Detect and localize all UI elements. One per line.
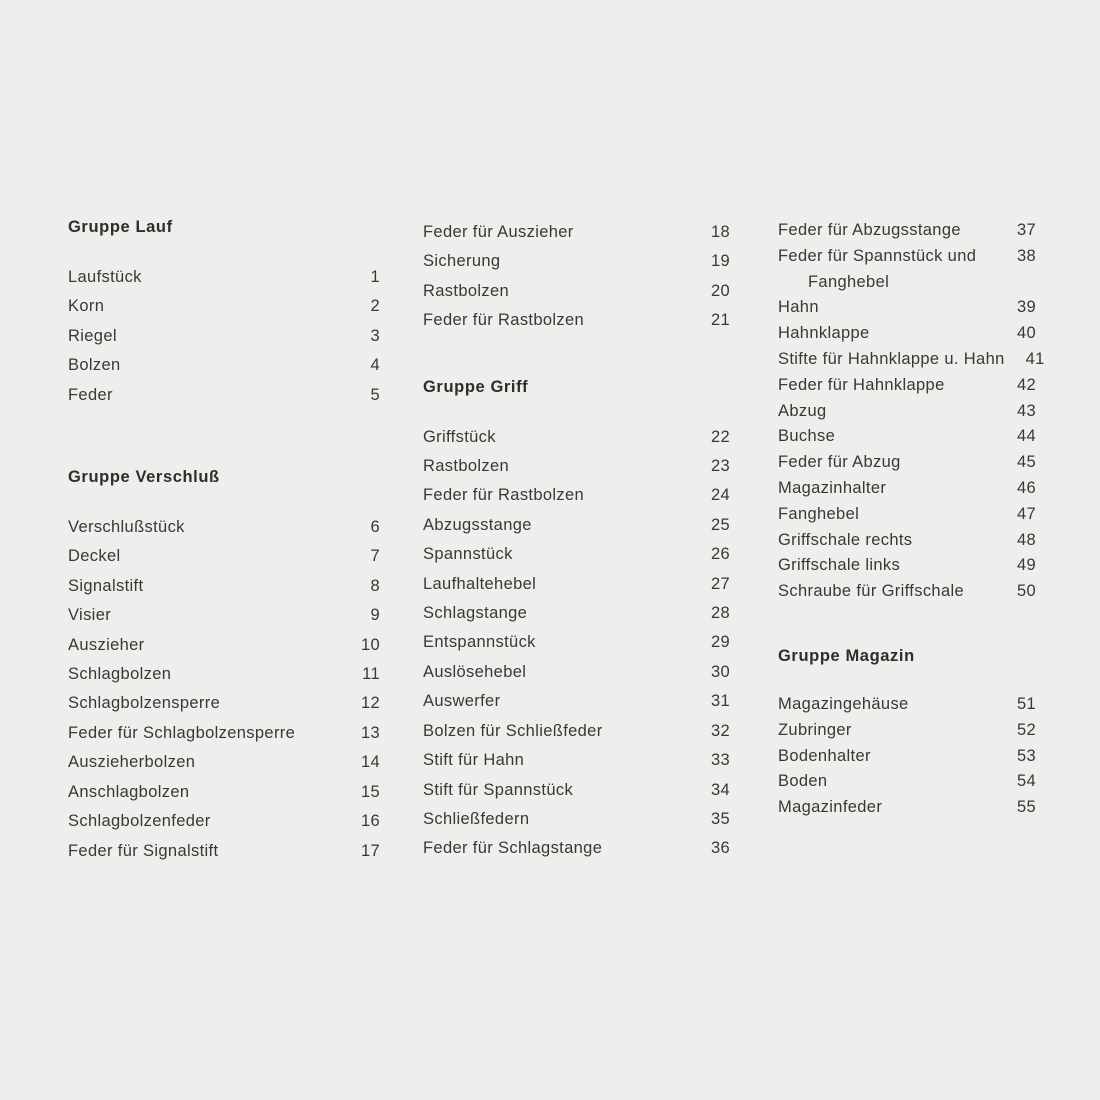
part-name: Bolzen für Schließfeder	[423, 721, 603, 740]
spacer	[778, 605, 1040, 647]
part-name: Stift für Hahn	[423, 751, 525, 770]
list-item	[423, 628, 730, 657]
list-item	[778, 399, 1036, 425]
part-number: 8	[370, 576, 380, 595]
part-number: 54	[1016, 772, 1036, 791]
part-number: 43	[1016, 401, 1036, 420]
part-number: 14	[360, 753, 380, 772]
list-item	[778, 795, 1036, 821]
part-name: Magazinhalter	[778, 478, 887, 497]
list-item	[68, 351, 380, 380]
part-name-line2: Fanghebel	[808, 272, 890, 291]
part-number: 10	[360, 635, 380, 654]
part-number: 46	[1016, 478, 1036, 497]
part-number: 21	[710, 311, 730, 330]
list-item	[778, 476, 1036, 502]
list-item	[68, 542, 380, 571]
part-number: 34	[710, 780, 730, 799]
part-name: Zubringer	[778, 720, 852, 739]
part-name: Auszieher	[68, 635, 145, 654]
entry-list	[423, 423, 730, 864]
list-item	[423, 776, 730, 805]
list-item	[423, 247, 730, 276]
list-item	[68, 807, 380, 836]
part-name: Schließfedern	[423, 809, 530, 828]
group-gruppe-magazin	[778, 647, 1040, 821]
list-item	[423, 717, 730, 746]
part-name: Feder für Signalstift	[68, 841, 219, 860]
list-item	[68, 837, 380, 866]
entry-list	[68, 513, 380, 866]
list-item	[68, 660, 380, 689]
list-item	[778, 718, 1036, 744]
part-number: 1	[370, 268, 380, 286]
part-name: Korn	[68, 297, 105, 316]
part-number: 44	[1016, 427, 1036, 446]
list-item	[778, 450, 1036, 476]
list-item	[423, 746, 730, 775]
group-gruppe-griff	[423, 378, 778, 864]
part-number: 7	[370, 547, 380, 566]
part-name: Feder für Hahnklappe	[778, 375, 945, 394]
list-item	[778, 528, 1036, 554]
part-name: Auszieherbolzen	[68, 753, 196, 772]
group-title: Gruppe Magazin	[778, 646, 915, 665]
part-number: 51	[1016, 694, 1036, 713]
entry-list	[423, 218, 730, 336]
part-name: Visier	[68, 606, 112, 625]
part-name: Schraube für Griffschale	[778, 582, 965, 601]
list-item	[68, 263, 380, 292]
list-item	[778, 553, 1036, 579]
part-name: Griffschale links	[778, 556, 901, 575]
list-item	[423, 687, 730, 716]
list-item	[423, 805, 730, 834]
part-name: Rastbolzen	[423, 281, 510, 300]
part-name: Feder für Rastbolzen	[423, 486, 585, 505]
part-number: 39	[1016, 298, 1036, 317]
list-item	[68, 572, 380, 601]
part-name: Feder für Abzug	[778, 453, 901, 472]
part-name: Spannstück	[423, 545, 513, 564]
list-item	[778, 692, 1036, 718]
part-number: 40	[1016, 324, 1036, 343]
list-item	[423, 218, 730, 247]
list-item	[68, 292, 380, 321]
part-number: 50	[1016, 582, 1036, 601]
part-number: 30	[710, 662, 730, 681]
group-continued-verschluss	[423, 218, 778, 336]
part-number: 22	[710, 427, 730, 446]
part-number: 42	[1016, 375, 1036, 394]
part-number: 6	[370, 518, 380, 537]
group-continued-griff	[778, 218, 1045, 605]
part-name: Verschlußstück	[68, 518, 185, 537]
list-item	[68, 631, 380, 660]
part-number: 55	[1016, 798, 1036, 817]
list-item	[423, 599, 730, 628]
part-name: Sicherung	[423, 252, 501, 271]
part-name: Rastbolzen	[423, 457, 510, 476]
part-number: 32	[710, 721, 730, 740]
part-number: 25	[710, 515, 730, 534]
part-name: Magazingehäuse	[778, 694, 909, 713]
part-number: 26	[710, 545, 730, 564]
part-number: 24	[710, 486, 730, 505]
parts-list-columns	[68, 218, 1045, 866]
entry-list	[778, 692, 1036, 821]
group-gruppe-lauf	[68, 218, 423, 410]
part-number: 19	[710, 252, 730, 271]
list-item	[68, 689, 380, 718]
part-name: Bolzen	[68, 356, 121, 375]
part-name: Laufstück	[68, 268, 142, 286]
part-number: 47	[1016, 504, 1036, 523]
list-item	[68, 778, 380, 807]
list-item	[423, 306, 730, 335]
part-name: Laufhaltehebel	[423, 574, 537, 593]
part-number: 16	[360, 812, 380, 831]
list-item	[778, 769, 1036, 795]
list-item	[68, 601, 380, 630]
part-number: 33	[710, 751, 730, 770]
part-name: Feder für Auszieher	[423, 223, 574, 241]
part-name: Schlagstange	[423, 604, 528, 623]
list-item	[778, 373, 1036, 399]
part-number: 28	[710, 604, 730, 623]
list-item	[778, 502, 1036, 528]
part-name: Signalstift	[68, 576, 144, 595]
list-item	[68, 322, 380, 351]
list-item	[778, 579, 1036, 605]
parts-column-1	[68, 218, 423, 866]
list-item	[778, 424, 1036, 450]
part-number: 2	[370, 297, 380, 316]
part-number: 5	[370, 385, 380, 404]
part-name: Hahn	[778, 298, 819, 317]
list-item	[778, 295, 1036, 321]
part-number: 13	[360, 723, 380, 742]
part-name: Feder für Rastbolzen	[423, 311, 585, 330]
list-item	[423, 658, 730, 687]
part-number: 20	[710, 281, 730, 300]
part-number: 41	[1025, 349, 1045, 368]
part-number: 15	[360, 782, 380, 801]
part-number: 4	[370, 356, 380, 375]
part-name: Schlagbolzenfeder	[68, 812, 211, 831]
entry-list	[68, 263, 380, 410]
list-item	[423, 452, 730, 481]
list-item	[68, 513, 380, 542]
part-name: Entspannstück	[423, 633, 536, 652]
list-item	[68, 719, 380, 748]
part-number: 52	[1016, 720, 1036, 739]
part-number: 9	[370, 606, 380, 625]
parts-column-3	[778, 218, 1045, 821]
part-name: Boden	[778, 772, 828, 791]
part-number: 17	[360, 841, 380, 860]
part-name: Stift für Spannstück	[423, 780, 574, 799]
list-item	[423, 570, 730, 599]
part-name: Riegel	[68, 326, 117, 345]
group-title: Gruppe Griff	[423, 377, 529, 396]
part-number: 53	[1016, 746, 1036, 765]
part-name: Fanghebel	[778, 504, 860, 523]
part-name: Stifte für Hahnklappe u. Hahn	[778, 349, 1005, 368]
part-name: Abzug	[778, 401, 827, 420]
list-item	[778, 347, 1045, 373]
part-name: Griffstück	[423, 427, 496, 446]
part-number: 23	[710, 457, 730, 476]
part-number: 45	[1016, 453, 1036, 472]
part-name: Anschlagbolzen	[68, 782, 190, 801]
part-name: Bodenhalter	[778, 746, 871, 765]
part-name: Deckel	[68, 547, 121, 566]
spacer	[423, 336, 778, 378]
list-item	[778, 218, 1036, 244]
part-name: Auslösehebel	[423, 662, 527, 681]
list-item	[423, 277, 730, 306]
group-title: Gruppe Verschluß	[68, 468, 220, 487]
group-gruppe-verschluss	[68, 468, 423, 866]
list-item	[778, 244, 1036, 296]
part-number: 48	[1016, 530, 1036, 549]
list-item	[778, 744, 1036, 770]
list-item	[423, 540, 730, 569]
part-name: Feder	[68, 385, 113, 404]
list-item	[423, 511, 730, 540]
part-name: Feder für Schlagstange	[423, 839, 603, 858]
list-item	[423, 834, 730, 863]
part-name: Schlagbolzen	[68, 665, 172, 684]
list-item	[423, 481, 730, 510]
list-item	[423, 423, 730, 452]
part-number: 49	[1016, 556, 1036, 575]
part-name: Feder für Schlagbolzensperre	[68, 723, 296, 742]
part-name: Hahnklappe	[778, 324, 870, 343]
list-item	[68, 381, 380, 410]
part-number: 37	[1016, 221, 1036, 239]
part-name: Abzugsstange	[423, 515, 532, 534]
part-number: 38	[1016, 246, 1036, 265]
entry-list	[778, 218, 1045, 605]
part-number: 35	[710, 809, 730, 828]
list-item	[68, 748, 380, 777]
part-name: Auswerfer	[423, 692, 501, 711]
part-number: 29	[710, 633, 730, 652]
parts-column-2	[423, 218, 778, 864]
part-name: Schlagbolzensperre	[68, 694, 221, 713]
part-number: 18	[710, 223, 730, 241]
part-name: Magazinfeder	[778, 798, 883, 817]
part-number: 11	[362, 665, 380, 684]
part-number: 3	[370, 326, 380, 345]
part-name: Griffschale rechts	[778, 530, 913, 549]
group-title: Gruppe Lauf	[68, 218, 173, 236]
part-number: 12	[360, 694, 380, 713]
list-item	[778, 321, 1036, 347]
part-number: 27	[710, 574, 730, 593]
part-name-line1: Feder für Spannstück und	[778, 246, 977, 265]
spacer	[68, 410, 423, 468]
part-number: 31	[710, 692, 730, 711]
part-number: 36	[710, 839, 730, 858]
part-name	[778, 244, 1006, 296]
part-name: Buchse	[778, 427, 836, 446]
part-name: Feder für Abzugsstange	[778, 221, 961, 239]
